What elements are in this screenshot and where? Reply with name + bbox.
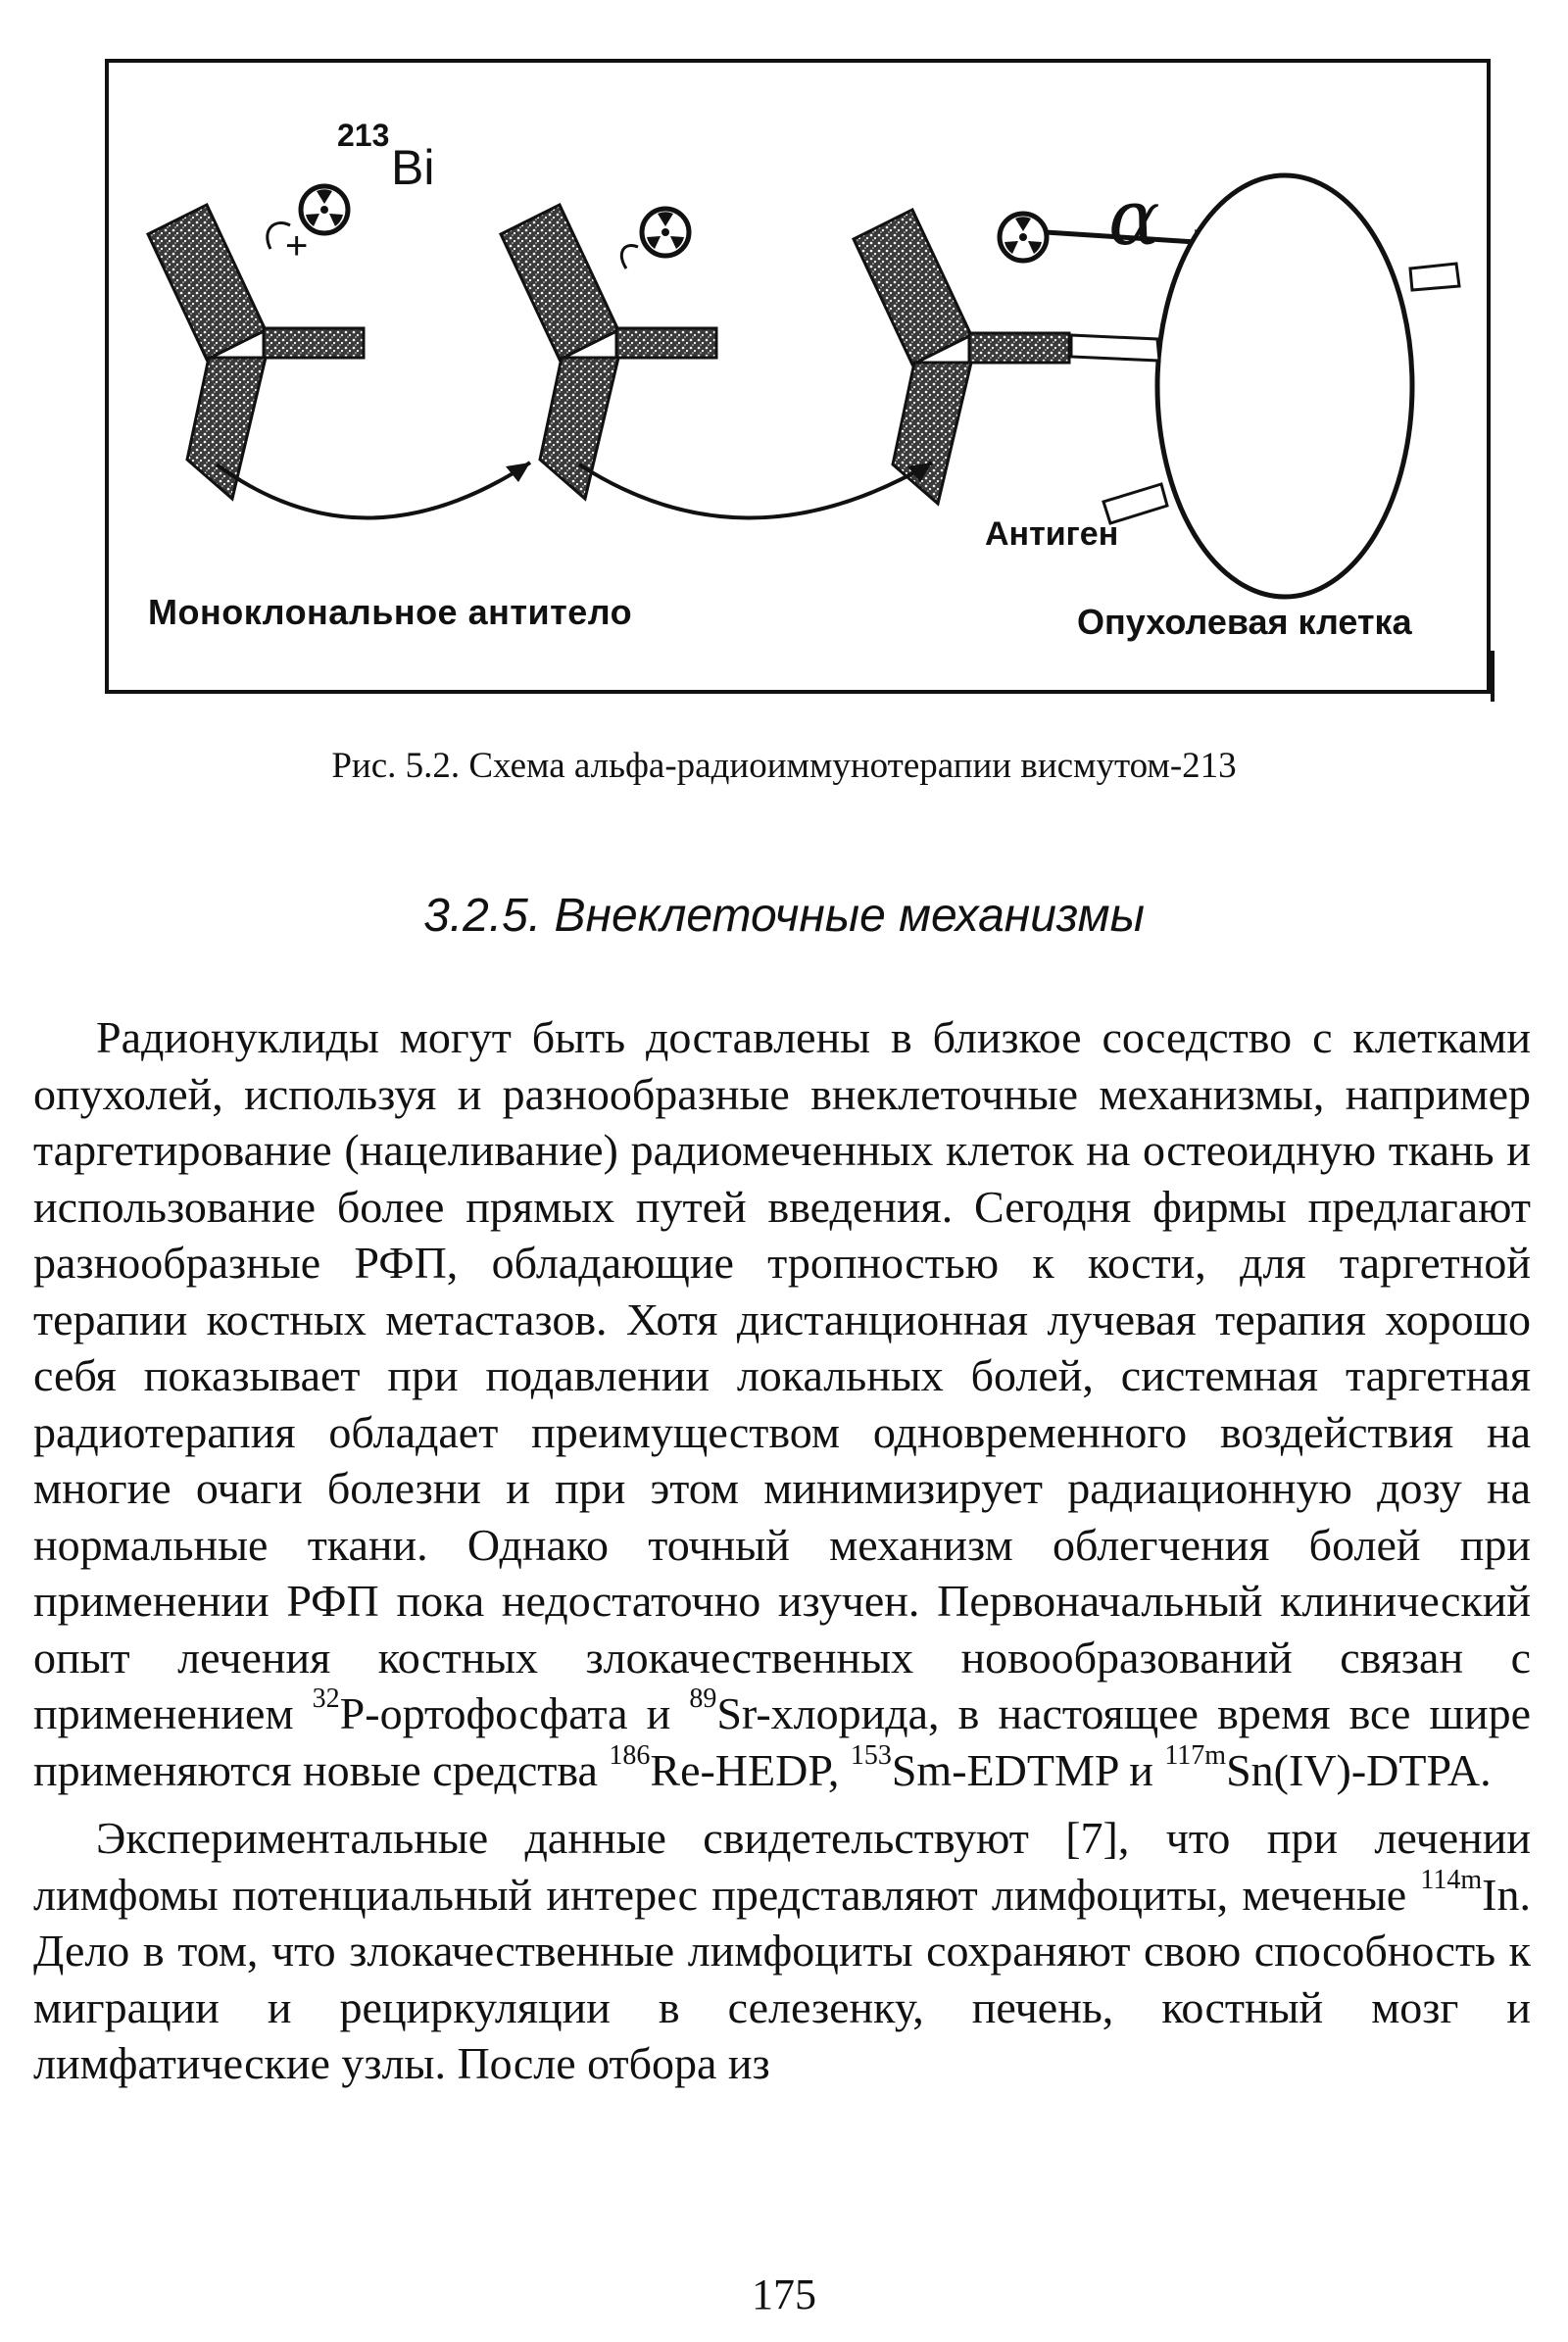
bismuth-nuclide-emitting xyxy=(1000,214,1047,261)
chelator-link xyxy=(621,246,638,268)
step-arrow-1-head xyxy=(506,463,530,482)
figure-caption: Рис. 5.2. Схема альфа-радиоиммунотерапии висмутом-213 xyxy=(331,746,1237,786)
step-arrow-1 xyxy=(217,463,530,518)
isotope-mass-label: 213 xyxy=(337,118,390,153)
paragraph-2: Экспериментальные данные свидетельствуют [7], что при лечении лимфомы потенциальный интерес представляют лимфоциты, меченые $^{114m}$In. Дело в том, что злокачественные лимфоциты сохраняют свою способность к миграции и рециркуляции в селезенку, печень, костный мозг и лимфатические узлы. После отбора из xyxy=(33,1813,1531,2088)
tumor-cell-label: Опухолевая клетка xyxy=(1077,602,1412,642)
body-text xyxy=(33,1009,1531,2092)
antigen-label: Антиген xyxy=(985,515,1119,553)
step-arrow-2 xyxy=(579,463,932,518)
page-number: 175 xyxy=(752,2270,816,2318)
section-title: 3.2.5. Внеклеточные механизмы xyxy=(423,890,1145,942)
figure-frame xyxy=(105,59,1491,694)
antibody-unbound xyxy=(148,205,364,499)
antibody-label: Моноклональное антитело xyxy=(148,592,633,632)
tumor-cell xyxy=(1157,175,1412,597)
antigen-right xyxy=(1410,264,1459,290)
paragraph-1: Радионуклиды могут быть доставлены в близкое соседство с клетками опухолей, используя и разнообразные внеклеточные механизмы, например таргетирование (нацеливание) радиомеченных клеток на остеоидную ткань и использование более прямых путей введения. Сегодня фирмы предлагают разнообразные РФП, обладающие тропностью к кости, для таргетной терапии костных метастазов. Хотя дистанционная лучевая терапия хорошо себя показывает при подавлении локальных болей, системная таргетная радиотерапия обладает преимуществом одновременного воздействия на многие очаги болезни и при этом минимизирует радиационную дозу на нормальные ткани. Однако точный механизм облегчения болей при применении РФП пока недостаточно изучен. Первоначальный клинический опыт лечения костных злокачественных новообразований связан с применением $^{32}$P-ортофосфата и $^{89}$Sr-хлорида, в настоящее время все шире применяются новые средства $^{186}$Re-HEDP, $^{153}$Sm-EDTMP и $^{117m}$Sn(IV)-DTPA. xyxy=(33,1012,1531,1795)
isotope-element-label: Bi xyxy=(391,140,435,195)
bismuth-nuclide-bound xyxy=(642,209,689,256)
charge-label: + xyxy=(285,224,309,268)
antigen-bound xyxy=(1071,335,1159,361)
alpha-label: α xyxy=(1108,174,1160,263)
